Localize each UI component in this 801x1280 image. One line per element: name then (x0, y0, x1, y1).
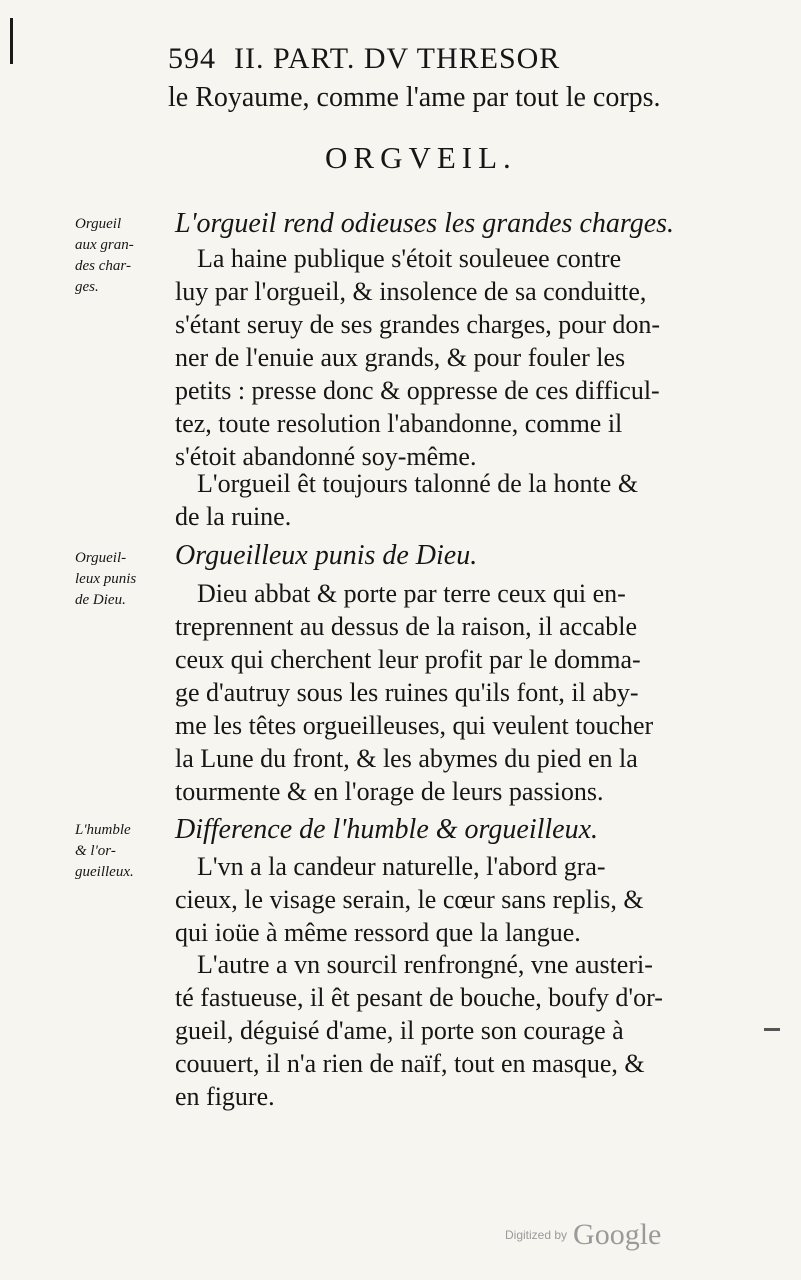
running-head (168, 42, 560, 76)
paragraph: L'vn a la candeur naturelle, l'abord gra- cieux, le visage serain, le cœur sans replis, & qui ioüe à même ressord que la langue. (175, 852, 644, 947)
entry-heading: Difference de l'humble & orgueilleux. (175, 814, 599, 845)
paragraph: Dieu abbat & porte par terre ceux qui en- treprennent au dessus de la raison, il accable ceux qui cherchent leur profit par le domma- ge d'autruy sous les ruines qu'ils font, il aby- me les têtes orgueilleuses, qui veulent toucher la Lune du front, & les abymes du pied en la tourmente & en l'orage de leurs passions. (175, 579, 654, 806)
margin-note: Orgueil- leux punis de Dieu. (75, 550, 137, 608)
paragraph: L'autre a vn sourcil renfrongné, vne austeri- té fastueuse, il êt pesant de bouche, boufy d'or- gueil, déguisé d'ame, il porte son courage à couuert, il n'a rien de naïf, tout en masque, & en figure. (175, 950, 663, 1111)
entry-heading: Orgueilleux punis de Dieu. (175, 540, 478, 571)
scan-edge-mark (10, 18, 13, 64)
margin-note: Orgueil aux gran- des char- ges. (75, 216, 134, 295)
paragraph: La haine publique s'étoit souleuee contre luy par l'orgueil, & insolence de sa conduitte, s'étant seruy de ses grandes charges, pour don- ner de l'enuie aux grands, & pour fouler les petits : presse donc & oppresse de ces difficul- tez, toute resolution l'abandonne, comme il s'étoit abandonné soy-même. (175, 244, 661, 471)
section-title: ORGVEIL. (325, 140, 517, 175)
margin-note: L'humble & l'or- gueilleux. (75, 822, 134, 880)
page-number: 594 (168, 42, 216, 75)
digitization-watermark (505, 1218, 661, 1252)
watermark-prefix: Digitized by (505, 1228, 568, 1242)
running-title: II. PART. DV THRESOR (234, 42, 561, 75)
scan-edge-mark (764, 1028, 780, 1031)
paragraph: L'orgueil êt toujours talonné de la honte & de la ruine. (175, 469, 639, 531)
google-logo: Google (573, 1218, 662, 1251)
entry-heading: L'orgueil rend odieuses les grandes charges. (175, 208, 675, 239)
continuation-line: le Royaume, comme l'ame par tout le corps. (168, 82, 661, 113)
